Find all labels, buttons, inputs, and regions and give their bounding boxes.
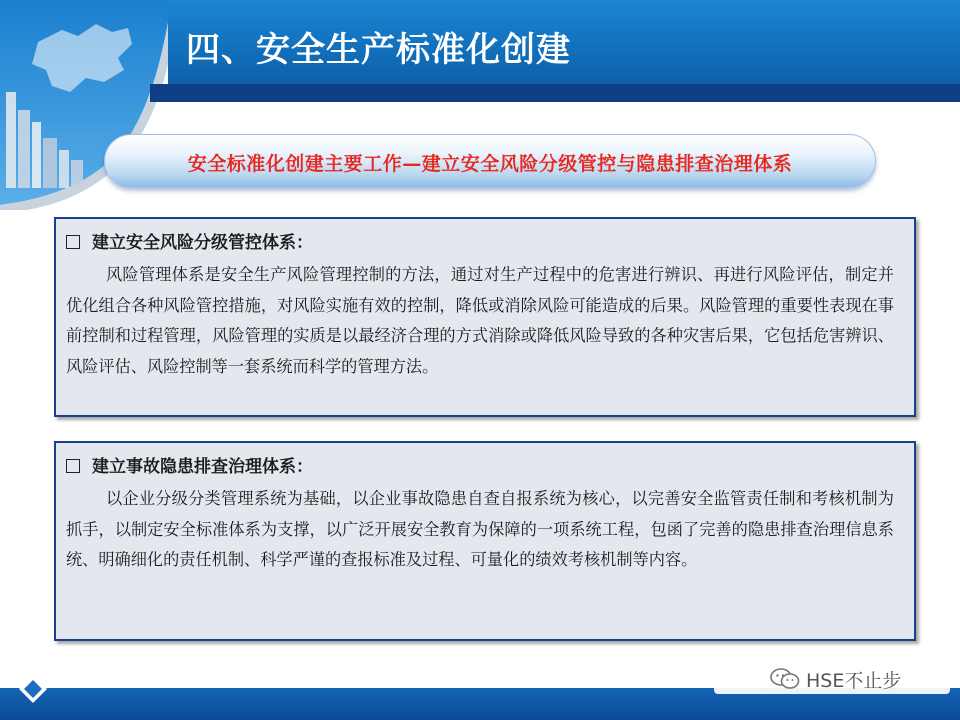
diamond-icon bbox=[18, 674, 48, 704]
section-heading-text: 建立事故隐患排查治理体系： bbox=[92, 457, 313, 477]
checkbox-icon bbox=[66, 235, 80, 249]
page-title: 四、安全生产标准化创建 bbox=[186, 30, 571, 70]
section-body: 以企业分级分类管理系统为基础，以企业事故隐患自查自报系统为核心，以完善安全监管责任制和考核机制为抓手，以制定安全标准体系为支撑，以广泛开展安全教育为保障的一项系统工程，包函了完善的隐患排查治理信息系统、明确细化的责任机制、科学严谨的查报标准及过程、可量化的绩效考核机制等内容。 bbox=[66, 489, 894, 569]
section-hazard-investigation bbox=[54, 441, 916, 641]
subtitle-text: 安全标准化创建主要工作—建立安全风险分级管控与隐患排查治理体系 bbox=[187, 153, 793, 175]
watermark bbox=[714, 664, 950, 694]
section-body: 风险管理体系是安全生产风险管理控制的方法，通过对生产过程中的危害进行辨识、再进行风险评估，制定并优化组合各种风险管控措施，对风险实施有效的控制，降低或消除风险可能造成的后果。风险管理的重要性表现在事前控制和过程管理，风险管理的实质是以最经济合理的方式消除或降低风险导致的各种灾害后果，它包括危害辨识、风险评估、风险控制等一套系统而科学的管理方法。 bbox=[66, 265, 894, 376]
section-heading-text: 建立安全风险分级管控体系： bbox=[92, 233, 313, 253]
checkbox-icon bbox=[66, 459, 80, 473]
subtitle-banner bbox=[104, 134, 876, 188]
section-heading bbox=[66, 455, 894, 479]
header-underline-band bbox=[150, 84, 960, 102]
watermark-text: HSE不止步 bbox=[806, 670, 902, 692]
section-risk-control bbox=[54, 217, 916, 417]
wechat-icon bbox=[770, 667, 800, 691]
section-heading bbox=[66, 231, 894, 255]
